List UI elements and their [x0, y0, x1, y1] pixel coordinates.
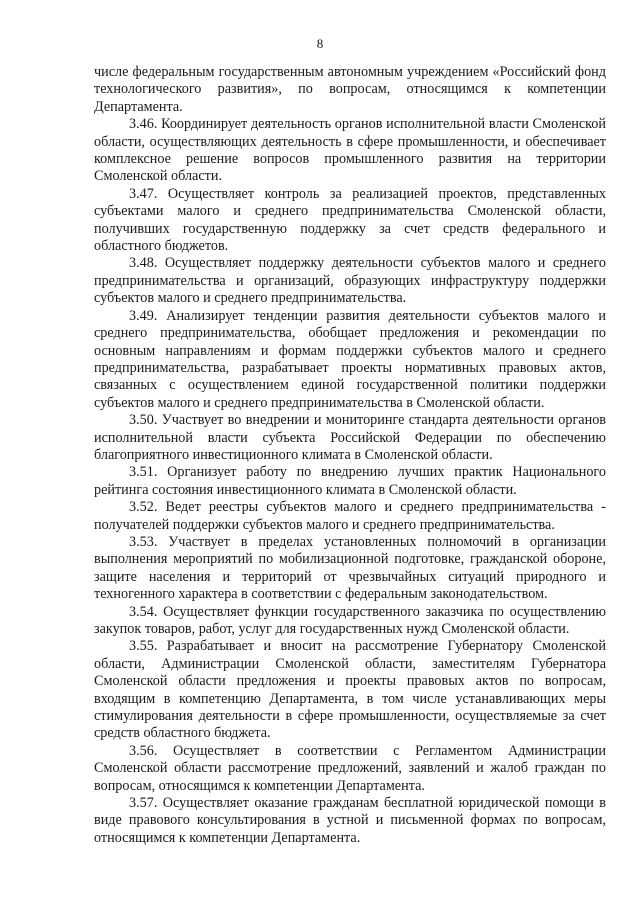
paragraph-3-51: 3.51. Организует работу по внедрению лучших практик Национального рейтинга состояния инвестиционного климата в Смоленской области.	[94, 464, 606, 498]
paragraph-3-50: 3.50. Участвует во внедрении и мониторинге стандарта деятельности органов исполнительной власти субъекта Российской Федерации по обеспечению благоприятного инвестиционного климата в Смоленской области.	[94, 412, 606, 463]
paragraph-3-53: 3.53. Участвует в пределах установленных полномочий в организации выполнения мероприятий по мобилизационной подготовке, гражданской обороне, защите населения и территорий от чрезвычайных ситуаций природного и техногенного характера в соответствии с федеральным законодательством.	[94, 533, 606, 603]
paragraph-3-48: 3.48. Осуществляет поддержку деятельности субъектов малого и среднего предпринимательства и организаций, образующих инфраструктуру поддержки субъектов малого и среднего предпринимательства.	[94, 255, 606, 307]
page-number: 8	[316, 36, 324, 51]
paragraph-3-56: 3.56. Осуществляет в соответствии с Регламентом Администрации Смоленской области рассмотрение предложений, заявлений и жалоб граждан по вопросам, относящимся к компетенции Департамента.	[94, 742, 606, 794]
paragraph-3-46: 3.46. Координирует деятельность органов исполнительной власти Смоленской области, осуществляющих деятельность в сфере промышленности, и обеспечивает комплексное решение вопросов промышленного развития на территории Смоленской области.	[94, 116, 606, 185]
paragraph-3-57: 3.57. Осуществляет оказание гражданам бесплатной юридической помощи в виде правового консультирования в устной и письменной формах по вопросам, относящимся к компетенции Департамента.	[94, 795, 606, 846]
document-body	[94, 64, 606, 847]
paragraph-continuation: числе федеральным государственным автономным учреждением «Российский фонд технологического развития», по вопросам, относящимся к компетенции Департамента.	[94, 64, 606, 115]
paragraph-3-47: 3.47. Осуществляет контроль за реализацией проектов, представленных субъектами малого и среднего предпринимательства Смоленской области, получивших государственную поддержку за счет средств федерального и областного бюджетов.	[94, 185, 606, 255]
paragraph-3-55: 3.55. Разрабатывает и вносит на рассмотрение Губернатору Смоленской области, Администрации Смоленской области, заместителям Губернатора Смоленской области предложения и проекты правовых актов по вопросам, входящим в компетенцию Департамента, в том числе устанавливающих меры стимулирования деятельности в сфере промышленности, осуществляемые за счет средств областного бюджета.	[94, 638, 606, 742]
paragraph-3-52: 3.52. Ведет реестры субъектов малого и среднего предпринимательства - получателей поддержки субъектов малого и среднего предпринимательства.	[94, 499, 606, 533]
paragraph-3-49: 3.49. Анализирует тенденции развития деятельности субъектов малого и среднего предпринимательства, обобщает предложения и рекомендации по основным направлениям и формам поддержки субъектов малого и среднего предпринимательства, разрабатывает проекты нормативных правовых актов, связанных с осуществлением единой государственной политики поддержки субъектов малого и среднего предпринимательства в Смоленской области.	[94, 307, 606, 411]
paragraph-3-54: 3.54. Осуществляет функции государственного заказчика по осуществлению закупок товаров, работ, услуг для государственных нужд Смоленской области.	[94, 603, 606, 637]
